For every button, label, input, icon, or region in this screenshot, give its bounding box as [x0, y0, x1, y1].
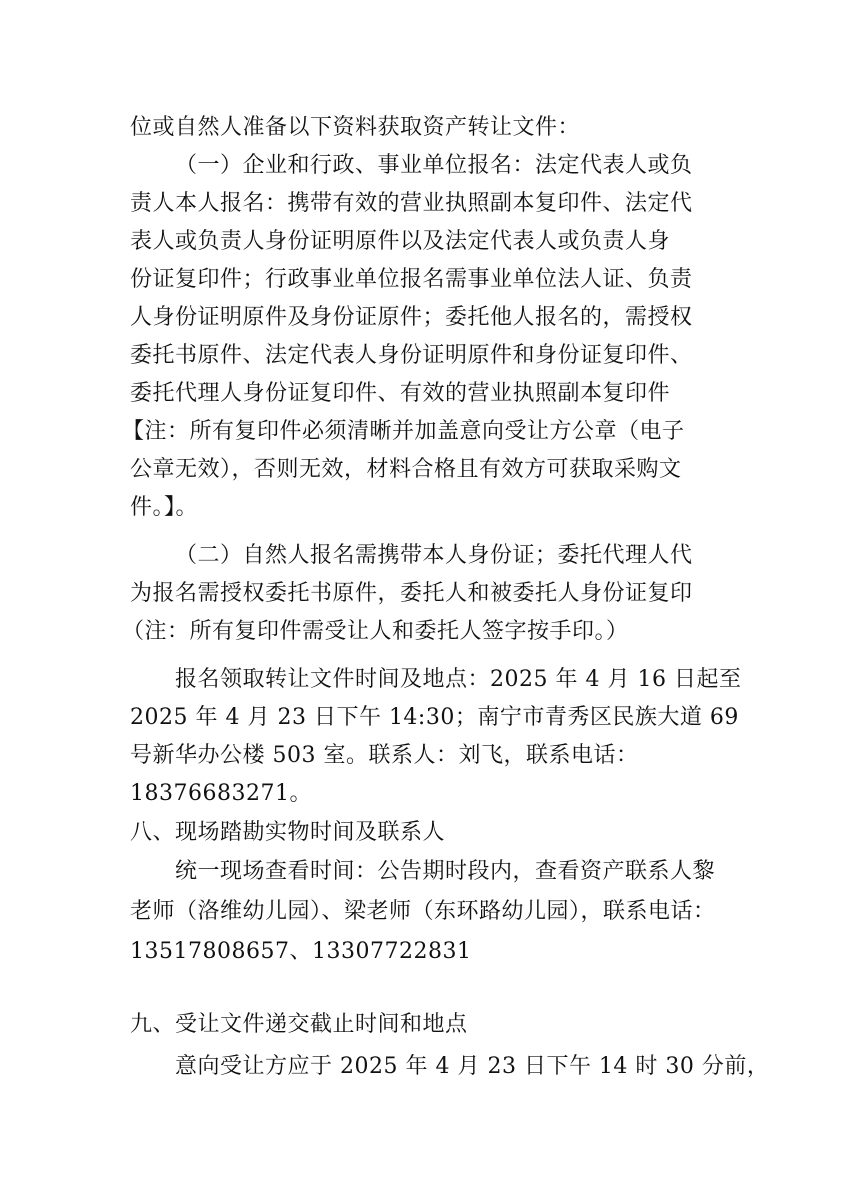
paragraph-line: 老师（洛维幼儿园）、梁老师（东环路幼儿园），联系电话： [130, 899, 716, 924]
paragraph-line: 责人本人报名：携带有效的营业执照副本复印件、法定代 [130, 191, 693, 216]
inline-label: 统一现场查看时间： [175, 859, 378, 884]
paragraph-line: （二）自然人报名需携带本人身份证；委托代理人代 [175, 543, 693, 568]
section-heading-9: 九、受让文件递交截止时间和地点 [130, 1012, 468, 1037]
paragraph-line: 【注：所有复印件必须清晰并加盖意向受让方公章（电子 [122, 419, 685, 444]
paragraph-line: 位或自然人准备以下资料获取资产转让文件： [130, 115, 581, 140]
paragraph-line: （一）企业和行政、事业单位报名：法定代表人或负 [175, 153, 693, 178]
section-heading-8: 八、现场踏勘实物时间及联系人 [130, 820, 446, 845]
paragraph-line: 人身份证明原件及身份证原件；委托他人报名的，需授权 [130, 305, 693, 330]
paragraph-line: 18376683271。 [130, 781, 312, 806]
paragraph-line: 表人或负责人身份证明原件以及法定代表人或负责人身 [130, 229, 671, 254]
paragraph-line: 件。】。 [130, 495, 199, 520]
paragraph-line: 委托代理人身份证复印件、有效的营业执照副本复印件 [130, 381, 671, 406]
paragraph-line: 份证复印件；行政事业单位报名需事业单位法人证、负责 [130, 267, 693, 292]
paragraph-line: 13517808657、13307722831 [130, 939, 472, 964]
paragraph-line: 意向受让方应于 2025 年 4 月 23 日下午 14 时 30 分前， [175, 1054, 770, 1079]
paragraph-line: 报名领取转让文件时间及地点：2025 年 4 月 16 日起至 [175, 667, 742, 692]
paragraph-line: 公章无效），否则无效，材料合格且有效方可获取采购文 [130, 457, 682, 482]
paragraph-line [175, 857, 775, 887]
inline-text: 公告期时段内，查看资产联系人黎 [377, 859, 716, 884]
paragraph-line: 委托书原件、法定代表人身份证明原件和身份证复印件、 [130, 343, 693, 368]
paragraph-line: 号新华办公楼 503 室。联系人：刘飞，联系电话： [130, 743, 639, 768]
paragraph-line: （注：所有复印件需受让人和委托人签字按手印。） [122, 619, 629, 644]
paragraph-line: 为报名需授权委托书原件，委托人和被委托人身份证复印 [130, 581, 693, 606]
paragraph-line: 2025 年 4 月 23 日下午 14:30；南宁市青秀区民族大道 69 [130, 705, 739, 730]
